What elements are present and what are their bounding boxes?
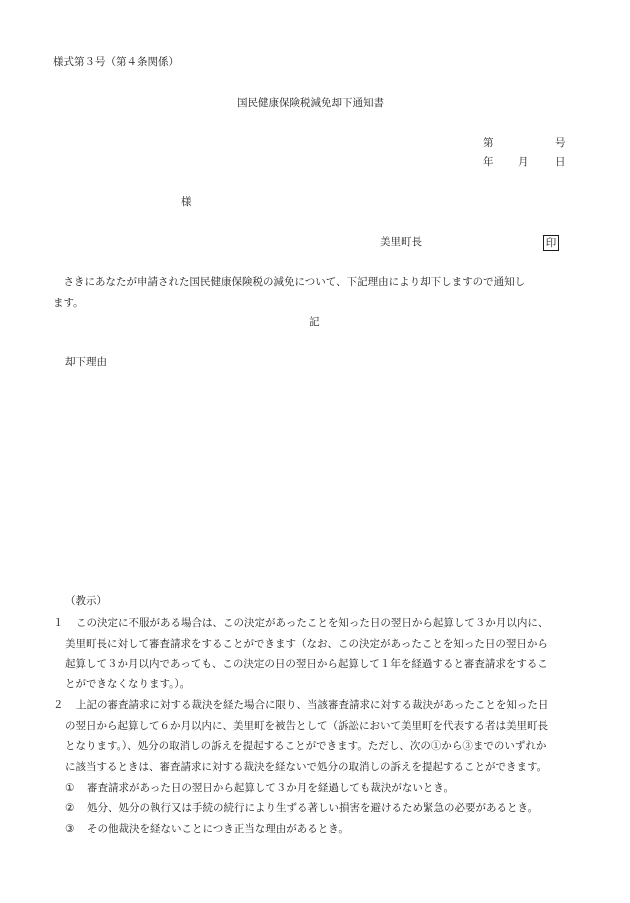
document-title: 国民健康保険税減免却下通知書 — [237, 97, 384, 109]
sub-item-1-text: 審査請求があった日の翌日から起算して３か月を経過しても裁決がないとき。 — [87, 782, 454, 794]
notice-item-1-line: 起算して３か月以内であっても、この決定の日の翌日から起算して１年を経過すると審査請求をするこ — [65, 658, 548, 670]
sub-item-3-text: その他裁決を経ないことにつき正当な理由があるとき。 — [87, 823, 349, 835]
number-suffix: 号 — [555, 137, 566, 149]
number-prefix: 第 — [483, 137, 494, 149]
body-line-2: ます。 — [53, 297, 84, 309]
date-day: 日 — [555, 156, 566, 168]
ki-heading: 記 — [309, 316, 320, 328]
notice-item-2-line: の翌日から起算して６か月以内に、美里町を被告として（訴訟において美里町を代表する者は美里町長 — [65, 720, 548, 732]
reason-label: 却下理由 — [65, 356, 107, 368]
notice-item-2-number: ２ — [53, 699, 64, 711]
notice-heading: （教示） — [65, 595, 107, 607]
notice-item-1-line: 美里町長に対して審査請求をすることができます（なお、この決定があったことを知った日の翌日から — [65, 638, 548, 650]
notice-item-1-number: １ — [53, 617, 64, 629]
form-number: 様式第３号（第４条関係） — [53, 56, 179, 68]
sub-item-2-text: 処分、処分の執行又は手続の続行により生ずる著しい損害を避けるため緊急の必要があるとき。 — [87, 802, 539, 814]
sender-name: 美里町長 — [380, 236, 422, 248]
notice-item-2-line: 上記の審査請求に対する裁決を経た場合に限り、当該審査請求に対する裁決があったことを知った日 — [76, 699, 549, 711]
notice-item-1-line: この決定に不服がある場合は、この決定があったことを知った日の翌日から起算して３か月以内に、 — [76, 617, 549, 629]
date-year: 年 — [483, 156, 494, 168]
seal-box: 印 — [543, 235, 559, 251]
notice-item-2-line: となります。）、処分の取消しの訴えを提起することができます。ただし、次の①から③までのいずれか — [65, 740, 547, 752]
addressee-honorific: 様 — [181, 196, 192, 208]
sub-item-1-mark: ① — [65, 782, 75, 794]
sub-item-2-mark: ② — [65, 802, 75, 814]
notice-item-2-line: に該当するときは、審査請求に対する裁決を経ないで処分の取消しの訴えを提起することができます。 — [65, 761, 548, 773]
date-month: 月 — [518, 156, 529, 168]
sub-item-3-mark: ③ — [65, 823, 75, 835]
body-line-1: さきにあなたが申請された国民健康保険税の減免について、下記理由により却下しますので通知し — [53, 276, 526, 288]
notice-item-1-line: とができなくなります。）。 — [65, 678, 191, 690]
